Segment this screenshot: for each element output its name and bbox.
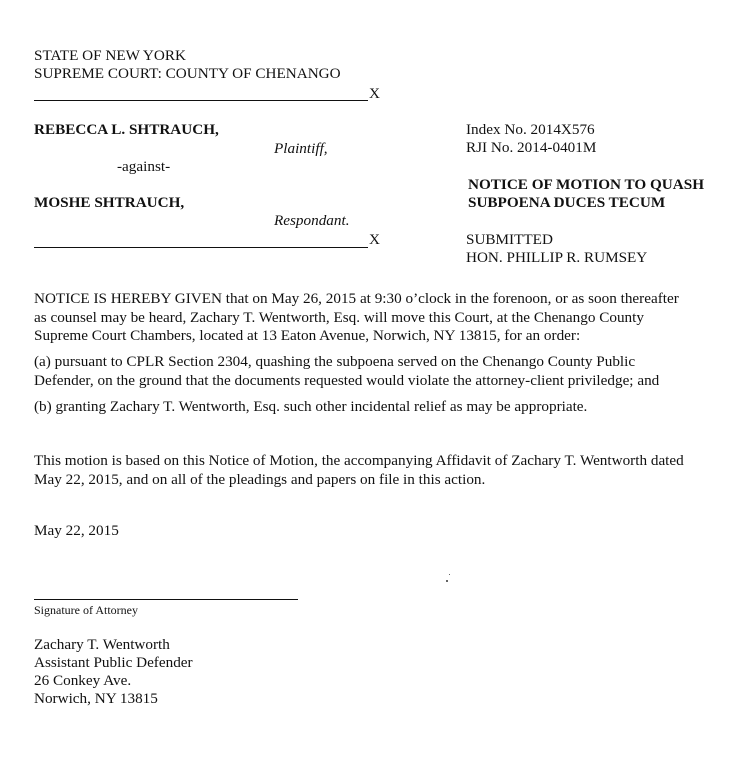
attorney-name: Zachary T. Wentworth xyxy=(34,636,170,653)
state-line: STATE OF NEW YORK xyxy=(34,47,186,64)
submitted-label: SUBMITTED xyxy=(466,231,553,248)
item-b-line: (b) granting Zachary T. Wentworth, Esq. such other incidental relief as may be appropriate. xyxy=(34,398,588,415)
item-a-line-1: (a) pursuant to CPLR Section 2304, quashing the subpoena served on the Chenango County Public xyxy=(34,353,636,370)
rji-number: RJI No. 2014-0401M xyxy=(466,139,597,156)
against-label: -against- xyxy=(117,158,171,175)
plaintiff-role: Plaintiff, xyxy=(274,140,328,157)
scan-speck xyxy=(446,580,448,582)
caption-x-mark-bottom: X xyxy=(369,231,380,248)
motion-date: May 22, 2015 xyxy=(34,522,119,539)
item-b-paragraph xyxy=(34,398,720,417)
attorney-address-1: 26 Conkey Ave. xyxy=(34,672,132,689)
plaintiff-name: REBECCA L. SHTRAUCH, xyxy=(34,121,219,138)
notice-paragraph xyxy=(34,290,720,346)
document-title-line1: NOTICE OF MOTION TO QUASH xyxy=(468,176,705,193)
attorney-title: Assistant Public Defender xyxy=(34,654,193,671)
basis-line-2: May 22, 2015, and on all of the pleadings and papers on file in this action. xyxy=(34,470,486,488)
defendant-name: MOSHE SHTRAUCH, xyxy=(34,194,185,211)
notice-line-1: NOTICE IS HEREBY GIVEN that on May 26, 2015 at 9:30 o’clock in the forenoon, or as soon thereafter xyxy=(34,290,679,307)
caption-top-rule xyxy=(34,100,368,101)
attorney-address-2: Norwich, NY 13815 xyxy=(34,690,158,707)
scan-speck-2 xyxy=(449,574,450,575)
notice-line-3: Supreme Court Chambers, located at 13 Eaton Avenue, Norwich, NY 13815, for an order: xyxy=(34,327,581,344)
document-title-line2: SUBPOENA DUCES TECUM xyxy=(468,194,666,211)
item-a-paragraph xyxy=(34,353,720,390)
item-a-line-2: Defender, on the ground that the documents requested would violate the attorney-client priviledge; and xyxy=(34,371,660,389)
notice-line-2: as counsel may be heard, Zachary T. Wentworth, Esq. will move this Court, at the Chenango County xyxy=(34,308,644,326)
index-number: Index No. 2014X576 xyxy=(466,121,595,138)
basis-paragraph xyxy=(34,452,720,489)
defendant-role: Respondant. xyxy=(274,212,350,229)
caption-x-mark-top: X xyxy=(369,85,380,102)
judge-name: HON. PHILLIP R. RUMSEY xyxy=(466,249,648,266)
basis-line-1: This motion is based on this Notice of Motion, the accompanying Affidavit of Zachary T. Wentworth dated xyxy=(34,452,684,469)
court-line: SUPREME COURT: COUNTY OF CHENANGO xyxy=(34,65,341,82)
caption-bottom-rule xyxy=(34,247,368,248)
signature-label: Signature of Attorney xyxy=(34,603,138,617)
signature-rule xyxy=(34,599,298,600)
